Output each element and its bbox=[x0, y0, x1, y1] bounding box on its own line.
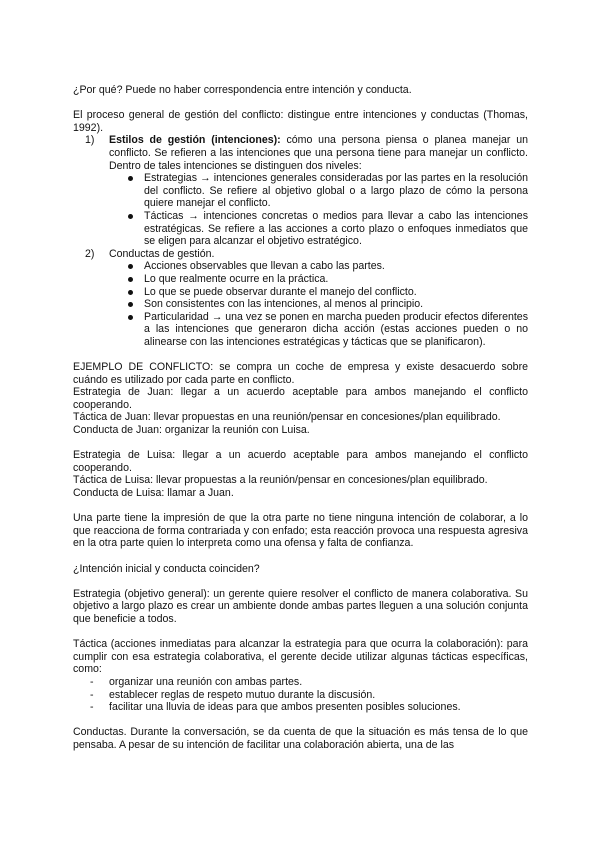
paragraph-ejemplo: EJEMPLO DE CONFLICTO: se compra un coche de empresa y existe desacuerdo sobre cuándo es utilizado por cada parte en conflicto. bbox=[73, 361, 528, 386]
bullet-item: Son consistentes con las intenciones, al menos al principio. bbox=[73, 298, 528, 311]
document-page bbox=[73, 84, 528, 751]
bullet-item: Lo que realmente ocurre en la práctica. bbox=[73, 273, 528, 286]
item-text: cómo una persona piensa o planea manejar un conflicto. Se refieren a las intenciones que una persona tiene para manejar un conflicto. Dentro de tales intenciones se distinguen dos niveles: bbox=[109, 134, 528, 172]
paragraph-impresion: Una parte tiene la impresión de que la otra parte no tiene ninguna intención de colaborar, a lo que reacciona de forma contrariada y con enfado; esta reacción provoca una respuesta agresiva en la otra parte quien lo interpreta como una ofensa y falta de confianza. bbox=[73, 512, 528, 550]
dash-icon: - bbox=[90, 675, 94, 688]
juan-estrategia: Estrategia de Juan: llegar a un acuerdo aceptable para ambos manejando el conflicto cooperando. bbox=[73, 386, 528, 411]
bullet-icon bbox=[128, 315, 133, 320]
dash-item: - establecer reglas de respeto mutuo durante la discusión. bbox=[90, 688, 376, 701]
bullet-item: Particularidad → una vez se ponen en marcha pueden producir efectos diferentes a las intenciones que generaron dicha acción (estas acciones pueden o no alinearse con las intenciones estratégicas y tácticas que se planificaron). bbox=[73, 311, 528, 349]
item-number: 1) bbox=[85, 134, 95, 147]
bullet-icon bbox=[128, 214, 133, 219]
numbered-item-estilos bbox=[73, 134, 528, 172]
paragraph-why: ¿Por qué? Puede no haber correspondencia entre intención y conducta. bbox=[73, 84, 412, 96]
dash-icon: - bbox=[90, 701, 94, 714]
dash-item: - facilitar una lluvia de ideas para que ambos presenten posibles soluciones. bbox=[90, 701, 461, 714]
item-text: Conductas de gestión. bbox=[109, 247, 215, 260]
paragraph-conductas: Conductas. Durante la conversación, se da cuenta de que la situación es más tensa de lo que pensaba. A pesar de su intención de facilitar una colaboración abierta, una de las bbox=[73, 726, 528, 751]
bullet-item: Estrategias → intenciones generales consideradas por las partes en la resolución del conflicto. Se refiere al objetivo global o a largo plazo de cómo la persona quiere manejar el conflicto. bbox=[73, 172, 528, 210]
paragraph-process: El proceso general de gestión del conflicto: distingue entre intenciones y conductas (Thomas, 1992). bbox=[73, 109, 528, 134]
juan-conducta: Conducta de Juan: organizar la reunión con Luisa. bbox=[73, 424, 310, 437]
bullet-icon bbox=[128, 277, 133, 282]
paragraph-pregunta: ¿Intención inicial y conducta coinciden? bbox=[73, 562, 260, 575]
paragraph-estrategia: Estrategia (objetivo general): un gerente quiere resolver el conflicto de manera colaborativa. Su objetivo a largo plazo es crear un ambiente donde ambas partes lleguen a una solución conjunta que beneficie a todos. bbox=[73, 587, 528, 625]
item-heading: Estilos de gestión (intenciones): bbox=[109, 134, 281, 147]
bullet-icon bbox=[128, 290, 133, 295]
bullet-item: Tácticas → intenciones concretas o medios para llevar a cabo las intenciones estratégicas. Se refiere a las acciones a corto plazo o enfoques inmediatos que se eligen para alcanzar el objetivo estratégico. bbox=[73, 210, 528, 248]
bullet-icon bbox=[128, 264, 133, 269]
dash-icon: - bbox=[90, 688, 94, 701]
luisa-estrategia: Estrategia de Luisa: llegar a un acuerdo aceptable para ambos manejando el conflicto cooperando. bbox=[73, 449, 528, 474]
item-number: 2) bbox=[85, 247, 95, 260]
bullet-item: Lo que se puede observar durante el manejo del conflicto. bbox=[73, 286, 528, 299]
dash-item: - organizar una reunión con ambas partes. bbox=[90, 675, 303, 688]
luisa-tactica: Táctica de Luisa: llevar propuestas a la reunión/pensar en concesiones/plan equilibrado. bbox=[73, 474, 488, 487]
bullet-icon bbox=[128, 302, 133, 307]
bullet-icon bbox=[128, 176, 133, 181]
luisa-conducta: Conducta de Luisa: llamar a Juan. bbox=[73, 487, 234, 499]
numbered-item-conductas bbox=[73, 248, 528, 261]
paragraph-tactica: Táctica (acciones inmediatas para alcanzar la estrategia para que ocurra la colaboración): para cumplir con esa estrategia colaborativa, el gerente decide utilizar algunas tácticas específicas, como: bbox=[73, 638, 528, 676]
bullet-item: Acciones observables que llevan a cabo las partes. bbox=[73, 260, 528, 273]
juan-tactica: Táctica de Juan: llevar propuestas en una reunión/pensar en concesiones/plan equilibrado. bbox=[73, 411, 501, 424]
